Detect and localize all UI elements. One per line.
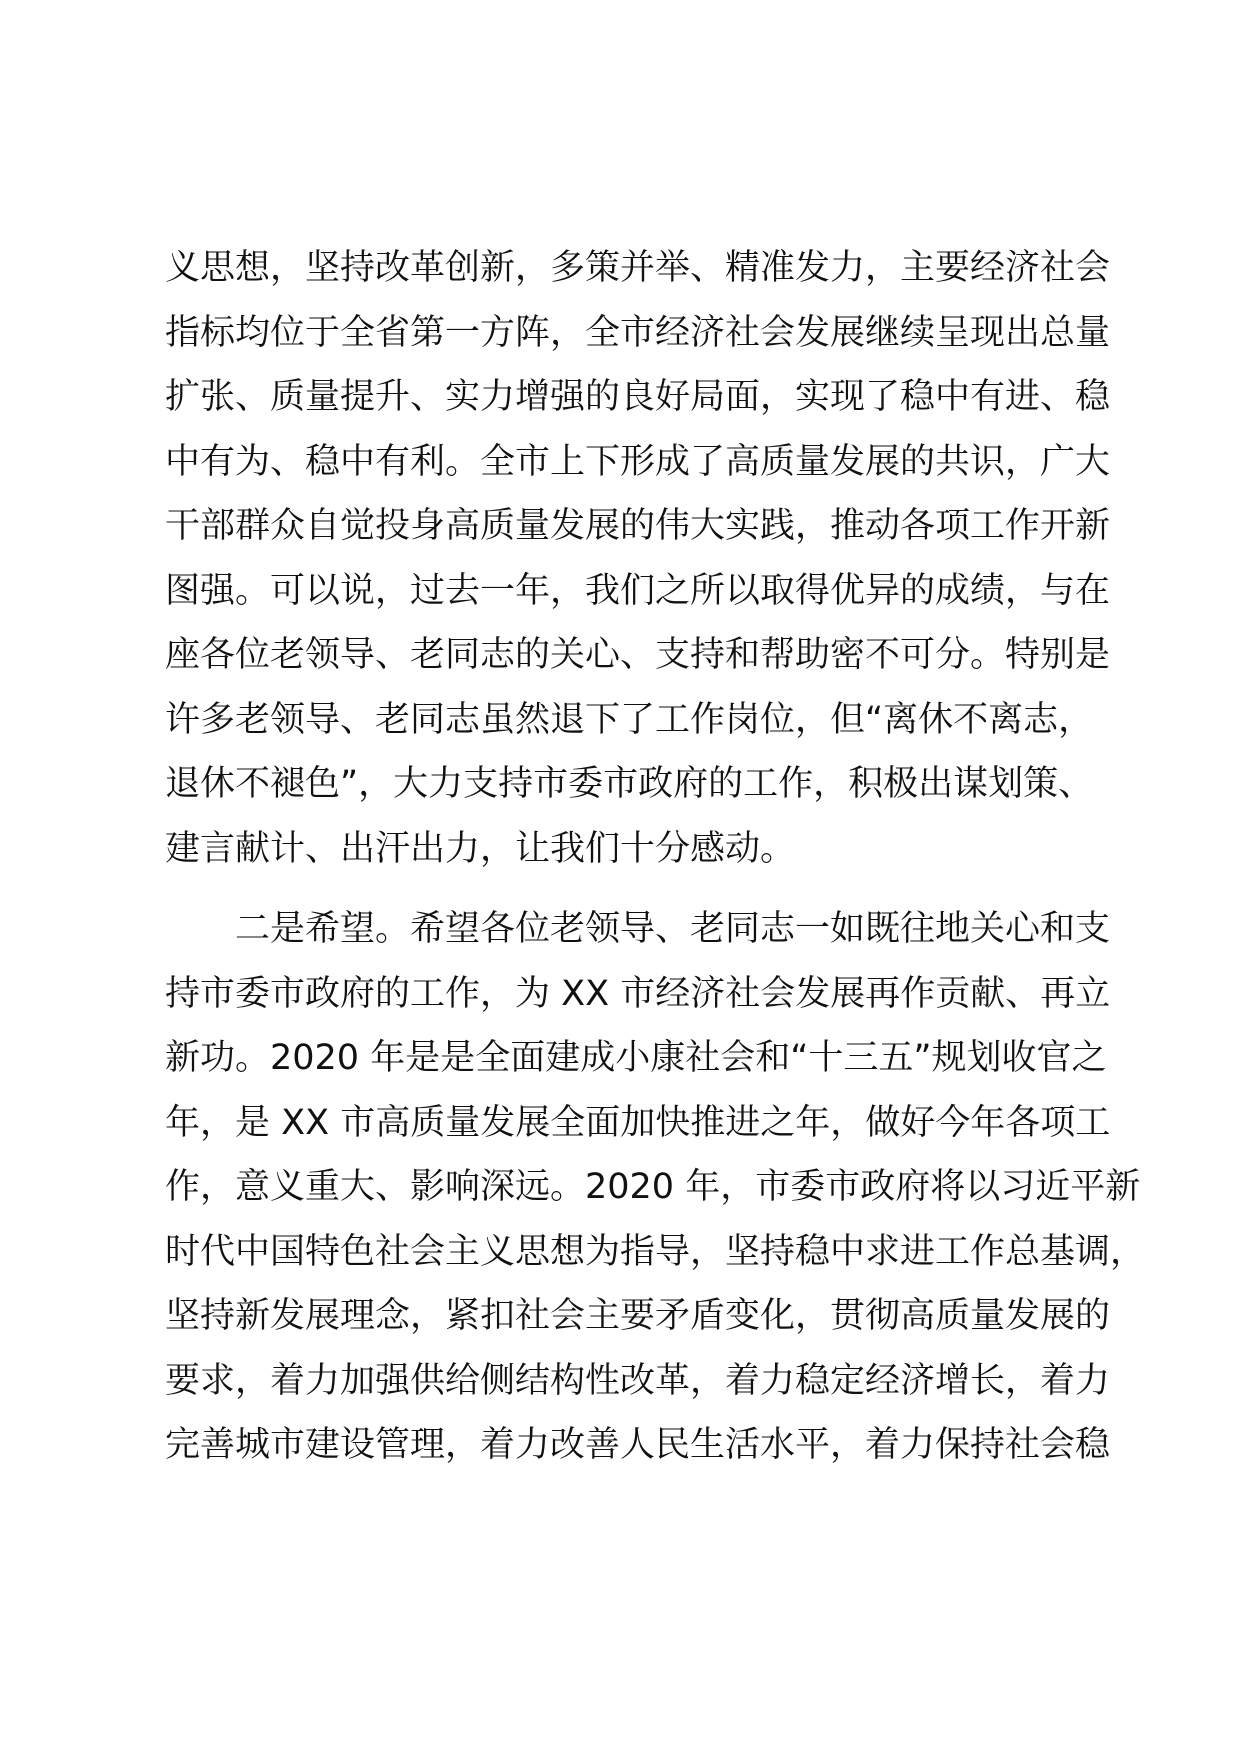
text-line: 二是希望。希望各位老领导、老同志一如既往地关心和支 (165, 909, 1111, 949)
text-line: 干部群众自觉投身高质量发展的伟大实践，推动各项工作开新 (165, 506, 1111, 546)
text-line: 建言献计、出汗出力，让我们十分感动。 (165, 828, 796, 869)
paragraph-1 (165, 236, 1111, 881)
text-line: 图强。可以说，过去一年，我们之所以取得优异的成绩，与在 (165, 570, 1111, 611)
text-line: 指标均位于全省第一方阵，全市经济社会发展继续呈现出总量 (165, 312, 1111, 353)
text-line: 要求，着力加强供给侧结构性改革，着力稳定经济增长，着力 (165, 1360, 1111, 1401)
paragraph-2 (165, 897, 1146, 1478)
text-line: 中有为、稳中有利。全市上下形成了高质量发展的共识，广大 (165, 441, 1111, 482)
text-line: 座各位老领导、老同志的关心、支持和帮助密不可分。特别是 (165, 635, 1111, 675)
text-line: 完善城市建设管理，着力改善人民生活水平，着力保持社会稳 (165, 1425, 1111, 1465)
text-line: 作，意义重大、影响深远。2020 年，市委市政府将以习近平新 (165, 1167, 1141, 1207)
text-line: 许多老领导、老同志虽然退下了工作岗位，但“离休不离志， (165, 699, 1094, 740)
text-line: 年，是 XX 市高质量发展全面加快推进之年，做好今年各项工 (165, 1102, 1111, 1143)
text-line: 退休不褪色”，大力支持市委市政府的工作，积极出谋划策、 (165, 764, 1094, 804)
text-line: 坚持新发展理念，紧扣社会主要矛盾变化，贯彻高质量发展的 (165, 1296, 1111, 1336)
text-line: 持市委市政府的工作，为 XX 市经济社会发展再作贡献、再立 (165, 973, 1111, 1014)
text-line: 时代中国特色社会主义思想为指导，坚持稳中求进工作总基调， (165, 1231, 1146, 1272)
text-line: 新功。2020 年是是全面建成小康社会和“十三五”规划收官之 (165, 1038, 1107, 1078)
text-line: 扩张、质量提升、实力增强的良好局面，实现了稳中有进、稳 (165, 377, 1111, 417)
text-line: 义思想，坚持改革创新，多策并举、精准发力，主要经济社会 (165, 248, 1111, 288)
